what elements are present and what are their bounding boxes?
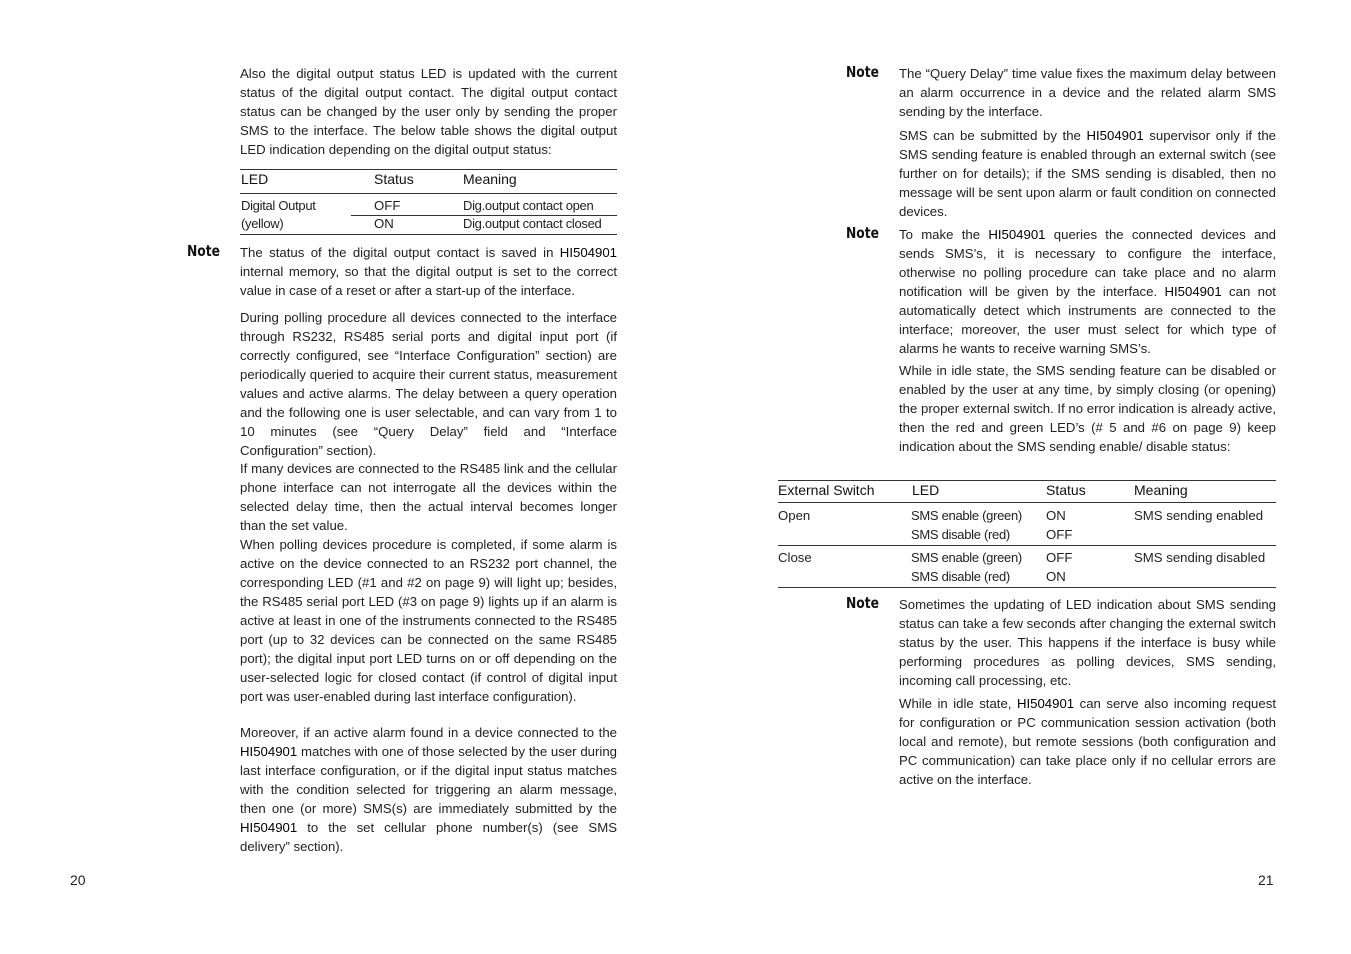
table-row-status: ON bbox=[374, 216, 394, 231]
table-row-status: OFF bbox=[374, 198, 401, 213]
note-query-delay: The “Query Delay” time value fixes the maximum delay between an alarm occurrence in a device and the related alarm SMS sending by the interface. bbox=[899, 66, 1276, 119]
product-code: HI504901 bbox=[1164, 284, 1222, 299]
polling-paragraph: During polling procedure all devices connected to the interface through RS232, RS485 serial ports and digital input port (if correctly configured, see “Interface Configuration” section) are periodically queried to acquire their current status, measurement values and active alarms. The delay between a query operation and the following one is user selectable, and can vary from 1 to 10 minutes (see “Query Delay” field and “Interface Configuration” section). bbox=[240, 310, 617, 458]
table-header-status: Status bbox=[374, 171, 414, 187]
table-led-name: Digital Output bbox=[241, 198, 316, 213]
product-code: HI504901 bbox=[1016, 696, 1075, 711]
product-code: HI504901 bbox=[240, 820, 298, 835]
table-header-external-switch: External Switch bbox=[778, 482, 875, 498]
table-header-meaning: Meaning bbox=[1134, 482, 1188, 498]
note-label: Note bbox=[846, 594, 879, 612]
table-row-status: ON bbox=[1046, 569, 1066, 584]
table-header-led: LED bbox=[912, 482, 940, 498]
table-row-led: SMS disable (red) bbox=[911, 527, 1010, 542]
product-code: HI504901 bbox=[988, 227, 1046, 242]
product-code: HI504901 bbox=[240, 744, 298, 759]
table-row-meaning: Dig.output contact open bbox=[463, 198, 594, 213]
table-row-status: OFF bbox=[1046, 527, 1073, 542]
table-header-status: Status bbox=[1046, 482, 1086, 498]
polling-complete-paragraph: When polling devices procedure is completed, if some alarm is active on the device connected to an RS232 port channel, the corresponding LED (#1 and #2 on page 9) will light up; besides, the RS485 serial port LED (#3 on page 9) lights up if an alarm is active at least in one of the instruments connected to the RS485 port (up to 32 devices can be connected on the same RS485 port); the digital input port LED turns on or off depending on the user-selected logic for closed contact (if control of digital input port was user-enabled during last interface configuration). bbox=[240, 537, 617, 704]
note-led-update-delay: Sometimes the updating of LED indication about SMS sending status can take a few seconds after changing the external switch status by the user. This happens if the interface is busy while performing procedures as polling devices, SMS sending, incoming call processing, etc. bbox=[899, 597, 1276, 688]
table-header-meaning: Meaning bbox=[463, 171, 517, 187]
table-row-meaning: SMS sending enabled bbox=[1134, 508, 1264, 523]
note-label: Note bbox=[846, 63, 879, 81]
note-label: Note bbox=[187, 242, 220, 260]
table-row-led: SMS disable (red) bbox=[911, 569, 1010, 584]
table-row-meaning: SMS sending disabled bbox=[1134, 550, 1266, 565]
table-row-status: OFF bbox=[1046, 550, 1073, 565]
sms-submit-paragraph: SMS can be submitted by the HI504901 supervisor only if the SMS sending feature is enabled through an external switch (see further on for details); if the SMS sending is disabled, then no message will be sent upon alarm or fault condition on connected devices. bbox=[899, 128, 1276, 219]
many-devices-paragraph: If many devices are connected to the RS485 link and the cellular phone interface can not interrogate all the devices within the selected delay time, then the actual interval becomes longer than the set value. bbox=[240, 461, 617, 533]
product-code: HI504901 bbox=[559, 245, 617, 260]
note-configure-interface: To make the HI504901 queries the connected devices and sends SMS’s, it is necessary to configure the interface, otherwise no polling procedure can take place and no alarm notification will be given by the interface. HI504901 can not automatically detect which instruments are connected to the interface; moreover, the user must select for which type of alarms he wants to receive warning SMS’s. bbox=[899, 227, 1277, 356]
alarm-sms-paragraph: Moreover, if an active alarm found in a device connected to the HI504901 matches with one of those selected by the user during last interface configuration, or if the digital input status matches with the condition selected for triggering an alarm message, then one (or more) SMS(s) are immediately submitted by the HI504901 to the set cellular phone number(s) (see SMS delivery” section). bbox=[240, 725, 617, 854]
table-header-led: LED bbox=[241, 171, 269, 187]
incoming-request-paragraph: While in idle state, HI504901 can serve also incoming request for configuration or PC communication session activation (both local and remote), but remote sessions (both configuration and PC communication) can take place only if no cellular errors are active on the interface. bbox=[899, 696, 1276, 787]
note-label: Note bbox=[846, 224, 879, 242]
table-row-status: ON bbox=[1046, 508, 1066, 523]
table-led-color: (yellow) bbox=[241, 216, 284, 231]
table-row-led: SMS enable (green) bbox=[911, 508, 1022, 523]
product-code: HI504901 bbox=[1086, 128, 1144, 143]
table-row-meaning: Dig.output contact closed bbox=[463, 216, 602, 231]
idle-state-paragraph: While in idle state, the SMS sending feature can be disabled or enabled by the user at any time, by simply closing (or opening) the proper external switch. If no error indication is already active, then the red and green LED’s (# 5 and #6 on page 9) keep indication about the SMS sending enable/ disable status: bbox=[899, 363, 1276, 454]
intro-paragraph: Also the digital output status LED is updated with the current status of the digital output contact. The digital output contact status can be changed by the user only by sending the proper SMS to the interface. The below table shows the digital output LED indication depending on the digital output status: bbox=[240, 66, 617, 157]
table-row-switch: Close bbox=[778, 550, 812, 565]
table-row-switch: Open bbox=[778, 508, 811, 523]
table-row-led: SMS enable (green) bbox=[911, 550, 1022, 565]
note-digital-output-saved: The status of the digital output contact is saved in HI504901 internal memory, so that the digital output is set to the correct value in case of a reset or after a start-up of the interface. bbox=[240, 245, 617, 298]
page-number-left: 20 bbox=[70, 872, 86, 888]
page-number-right: 21 bbox=[1258, 872, 1274, 888]
